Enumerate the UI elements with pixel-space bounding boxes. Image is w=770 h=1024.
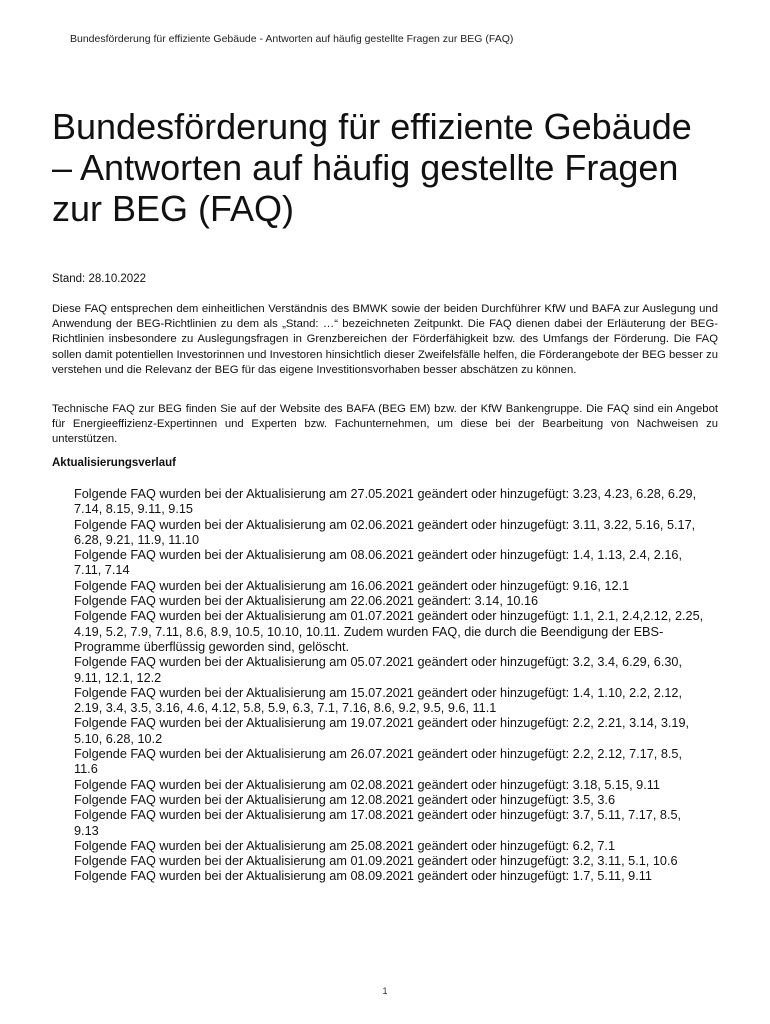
stand-date: Stand: 28.10.2022 xyxy=(52,273,146,285)
update-entry: Folgende FAQ wurden bei der Aktualisierung am 05.07.2021 geändert oder hinzugefügt: 3.2, 3.4, 6.29, 6.30, 9.11, 12.1, 12.2 xyxy=(74,655,683,685)
update-entry: Folgende FAQ wurden bei der Aktualisierung am 16.06.2021 geändert oder hinzugefügt: 9.16, 12.1 xyxy=(74,578,630,593)
page-number: 1 xyxy=(382,986,388,996)
update-entry: Folgende FAQ wurden bei der Aktualisierung am 08.09.2021 geändert oder hinzugefügt: 1.7, 5.11, 9.11 xyxy=(74,869,652,884)
update-entry: Folgende FAQ wurden bei der Aktualisierung am 15.07.2021 geändert oder hinzugefügt: 1.4, 1.10, 2.2, 2.12, 2.19, 3.4, 3.5, 3.16, 4.6, 4.12, 5.8, 5.9, 6.3, 7.1, 7.16, 8.6, 9.2, 9.5, 9.6, 11.1 xyxy=(74,685,683,716)
update-entry: Folgende FAQ wurden bei der Aktualisierung am 17.08.2021 geändert oder hinzugefügt: 3.7, 5.11, 7.17, 8.5, 9.13 xyxy=(74,808,682,838)
update-entry: Folgende FAQ wurden bei der Aktualisierung am 26.07.2021 geändert oder hinzugefügt: 2.2, 2.12, 7.17, 8.5, 11.6 xyxy=(74,747,683,777)
technical-faq-paragraph: Technische FAQ zur BEG finden Sie auf der Website des BAFA (BEG EM) bzw. der KfW Bankengruppe. Die FAQ sind ein Angebot für Energieeffizienz-Expertinnen und Experten bzw. Fachunternehmen, um diese bei der Bearbeitung von Nachweisen zu unterstützen. xyxy=(52,403,718,446)
update-entry: Folgende FAQ wurden bei der Aktualisierung am 02.06.2021 geändert oder hinzugefügt: 3.11, 3.22, 5.16, 5.17, 6.28, 9.21, 11.9, 11.10 xyxy=(74,517,696,547)
update-entry: Folgende FAQ wurden bei der Aktualisierung am 02.08.2021 geändert oder hinzugefügt: 3.18, 5.15, 9.11 xyxy=(74,777,660,792)
update-entry: Folgende FAQ wurden bei der Aktualisierung am 01.09.2021 geändert oder hinzugefügt: 3.2, 3.11, 5.1, 10.6 xyxy=(74,854,678,869)
update-entry: Folgende FAQ wurden bei der Aktualisierung am 19.07.2021 geändert oder hinzugefügt: 2.2, 2.21, 3.14, 3.19, 5.10, 6.28, 10.2 xyxy=(74,716,690,746)
running-header: Bundesförderung für effiziente Gebäude - Antworten auf häufig gestellte Fragen zur BEG (FAQ) xyxy=(70,33,514,45)
update-entry: Folgende FAQ wurden bei der Aktualisierung am 27.05.2021 geändert oder hinzugefügt: 3.23, 4.23, 6.28, 6.29, 7.14, 8.15, 9.11, 9.15 xyxy=(74,487,697,517)
update-entry: Folgende FAQ wurden bei der Aktualisierung am 22.06.2021 geändert: 3.14, 10.16 xyxy=(74,594,539,609)
update-entry: Folgende FAQ wurden bei der Aktualisierung am 08.06.2021 geändert oder hinzugefügt: 1.4, 1.13, 2.4, 2.16, 7.11, 7.14 xyxy=(74,548,683,578)
update-history-list xyxy=(74,487,706,885)
update-entry: Folgende FAQ wurden bei der Aktualisierung am 01.07.2021 geändert oder hinzugefügt: 1.1, 2.1, 2.4,2.12, 2.25, 4.19, 5.2, 7.9, 7.11, 8.6, 8.9, 10.5, 10.10, 10.11. Zudem wurden FAQ, die durch die Beendigung der EBS-Programme überflüssig geworden sind, gelöscht. xyxy=(74,609,704,654)
intro-paragraph: Diese FAQ entsprechen dem einheitlichen Verständnis des BMWK sowie der beiden Durchführer KfW und BAFA zur Auslegung und Anwendung der BEG-Richtlinien zu dem als „Stand: …“ bezeichneten Zeitpunkt. Die FAQ dienen dabei der Erläuterung der BEG-Richtlinien insbesondere zu Auslegungsfragen in Grenzbereichen der Förderfähigkeit bzw. des Umfangs der Förderung. Die FAQ sollen damit potentiellen Investorinnen und Investoren hinsichtlich dieser Zweifelsfälle helfen, die Förderangebote der BEG besser zu verstehen und die Relevanz der BEG für das eigene Investitionsvorhaben besser abschätzen zu können. xyxy=(52,303,718,376)
section-heading-update-history: Aktualisierungsverlauf xyxy=(52,457,176,469)
document-title: Bundesförderung für effiziente Gebäude – Antworten auf häufig gestellte Fragen zur BEG (FAQ) xyxy=(52,106,692,229)
update-entry: Folgende FAQ wurden bei der Aktualisierung am 25.08.2021 geändert oder hinzugefügt: 6.2, 7.1 xyxy=(74,838,615,853)
update-entry: Folgende FAQ wurden bei der Aktualisierung am 12.08.2021 geändert oder hinzugefügt: 3.5, 3.6 xyxy=(74,792,615,807)
